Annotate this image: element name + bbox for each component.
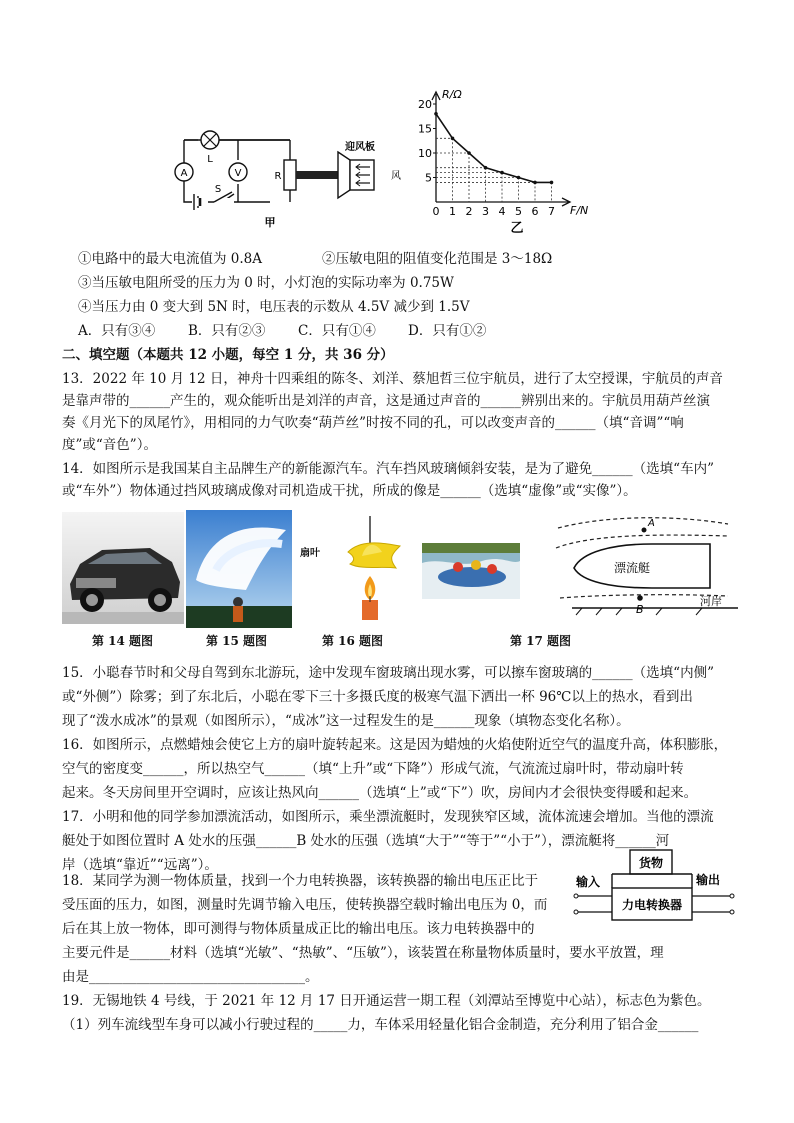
q12-option-4: ④当压力由 0 变大到 5N 时，电压表的示数从 4.5V 减少到 1.5V	[78, 299, 470, 315]
q13-line-2: 是靠声带的______产生的，观众能听出是刘洋的声音，这是通过声音的______辨别出来的。宇航员用葫芦丝演	[62, 393, 710, 409]
q14-line-1: 14．如图所示是我国某自主品牌生产的新能源汽车。汽车挡风玻璃倾斜安装，是为了避免______（选填“车内”	[62, 461, 714, 477]
data-point	[533, 181, 537, 185]
q12-option-1: ①电路中的最大电流值为 0.8A	[78, 251, 263, 267]
q17-line-3: 岸（选填“靠近”“远离”）。	[62, 857, 218, 873]
converter-diagram	[572, 848, 738, 934]
q15-line-2: 或“外侧”）除雾；到了东北后，小聪在零下三十多摄氏度的极寒气温下洒出一杯 96℃以上的热水，看到出	[62, 689, 693, 705]
splash-photo	[186, 510, 292, 628]
raft-flow-diagram	[552, 512, 738, 616]
q13-line-1: 13．2022 年 10 月 12 日，神舟十四乘组的陈冬、刘洋、蔡旭哲三位宇航员，进行了太空授课，宇航员的声音	[62, 371, 723, 387]
data-point	[517, 176, 521, 180]
q12-option-3: ③当压敏电阻所受的压力为 0 时，小灯泡的实际功率为 0.75W	[78, 275, 454, 291]
q18-line-5: 由是________________________________。	[62, 969, 319, 985]
q13-line-3: 奏《月光下的凤尾竹》，用相同的力气吹奏“葫芦丝”时按不同的孔，可以改变声音的______（填“音调”“响	[62, 415, 684, 431]
q18-line-1: 18．某同学为测一物体质量，找到一个力电转换器，该转换器的输出电压正比于	[62, 873, 539, 889]
resistance-force-graph	[412, 86, 602, 234]
bank-label: 河岸	[700, 595, 722, 608]
wind-label: 风	[391, 171, 401, 182]
lamp-label: L	[207, 154, 213, 165]
q16-line-1: 16．如图所示，点燃蜡烛会使它上方的扇叶旋转起来。这是因为蜡烛的火焰使附近空气的温度升高，体积膨胀，	[62, 737, 728, 753]
raft-label: 漂流艇	[614, 561, 651, 575]
q17-line-2: 艇处于如图位置时 A 处水的压强______B 处水的压强（选填“大于”“等于”“小于”），漂流艇将______河	[62, 833, 670, 849]
x-tick-label: 4	[498, 205, 506, 218]
q19-line-2: （1）列车流线型车身可以减小行驶过程的_____力，车体采用轻量化铝合金制造，充分利用了铝合金______	[62, 1017, 699, 1033]
q15-line-1: 15．小聪春节时和父母自驾到东北游玩，途中发现车窗玻璃出现水雾，可以擦车窗玻璃的______（选填“内侧”	[62, 665, 714, 681]
q13-line-4: 度”或“音色”）。	[62, 437, 157, 453]
graph-caption: 乙	[510, 221, 524, 234]
candle-fan-diagram	[300, 512, 412, 624]
q18-line-3: 后在其上放一物体，即可测得与物体质量成正比的输出电压。该力电转换器中的	[62, 921, 535, 937]
ammeter-label: A	[180, 168, 188, 179]
voltmeter-label: V	[234, 168, 242, 179]
y-tick-label: 5	[425, 171, 432, 185]
q12-choice-a: A．只有③④	[78, 323, 156, 339]
y-tick-label: 20	[418, 98, 432, 111]
x-tick-label: 2	[465, 205, 473, 218]
circuit-caption: 甲	[264, 216, 276, 229]
point-b-label: B	[636, 603, 644, 616]
point-a-label: A	[648, 518, 655, 529]
q14-line-2: 或“车外”）物体通过挡风玻璃成像对司机造成干扰，所成的像是______（选填“虚像”或“实像”）。	[62, 483, 637, 499]
q19-line-1: 19．无锡地铁 4 号线，于 2021 年 12 月 17 日开通运营一期工程（刘潭站至博览中心站），标志色为紫色。	[62, 993, 711, 1009]
x-tick-label: 7	[548, 205, 555, 218]
section-title: 二、填空题（本题共 12 小题，每空 1 分，共 36 分）	[62, 347, 394, 363]
q12-choice-d: D．只有①②	[408, 323, 487, 339]
q18-line-4: 主要元件是______材料（选填“光敏”、“热敏”、“压敏”），该装置在称量物体质量时，要水平放置，理	[62, 945, 664, 961]
q18-line-2: 受压面的压力，如图，测量时先调节输入电压，使转换器空载时输出电压为 0，而	[62, 897, 548, 913]
x-tick-label: 6	[531, 205, 539, 218]
fig17-caption: 第 17 题图	[510, 634, 572, 648]
x-tick-label: 5	[515, 205, 522, 218]
data-point	[550, 181, 554, 185]
y-tick-label: 15	[418, 122, 432, 136]
fan-blade-label: 扇叶	[300, 548, 320, 559]
data-point	[484, 166, 488, 170]
output-label: 输出	[696, 873, 721, 887]
input-label: 输入	[576, 875, 601, 889]
x-tick-label: 0	[432, 205, 440, 218]
y-tick-label: 10	[418, 147, 432, 160]
q12-option-2: ②压敏电阻的阻值变化范围是 3～18Ω	[322, 251, 553, 267]
x-tick-label: 3	[482, 205, 489, 218]
car-photo	[62, 512, 184, 624]
q16-line-3: 起来。冬天房间里开空调时，应该让热风向______（选填“上”或“下”）吹，房间内才会很快变得暖和起来。	[62, 785, 698, 801]
circuit-diagram	[170, 112, 420, 230]
q16-line-2: 空气的密度变______，所以热空气______（填“上升”或“下降”）形成气流，气流流过扇叶时，带动扇叶转	[62, 761, 684, 777]
q12-choice-c: C．只有①④	[298, 323, 376, 339]
switch-label: S	[214, 184, 222, 195]
wind-board-label: 迎风板	[345, 142, 375, 153]
rafting-photo	[422, 543, 520, 599]
fig15-caption: 第 15 题图	[206, 634, 268, 648]
converter-label: 力电转换器	[621, 898, 683, 912]
q17-line-1: 17．小明和他的同学参加漂流活动，如图所示，乘坐漂流艇时，发现狭窄区域，流体流速会增加。当他的漂流	[62, 809, 714, 825]
data-point	[451, 137, 455, 141]
q15-line-3: 现了“泼水成冰”的景观（如图所示），“成冰”这一过程发生的是______现象（填物态变化名称）。	[62, 713, 630, 729]
cargo-label: 货物	[638, 856, 664, 870]
resistor-label: R	[274, 171, 282, 182]
data-point	[434, 112, 438, 116]
fig16-caption: 第 16 题图	[322, 634, 384, 648]
x-tick-label: 1	[449, 205, 456, 218]
x-axis-label: F/N	[570, 204, 589, 217]
q12-choice-b: B．只有②③	[188, 323, 266, 339]
y-axis-label: R/Ω	[442, 88, 462, 101]
data-point	[467, 151, 471, 155]
series-line	[436, 114, 552, 183]
fig14-caption: 第 14 题图	[92, 634, 154, 648]
data-point	[500, 171, 504, 175]
